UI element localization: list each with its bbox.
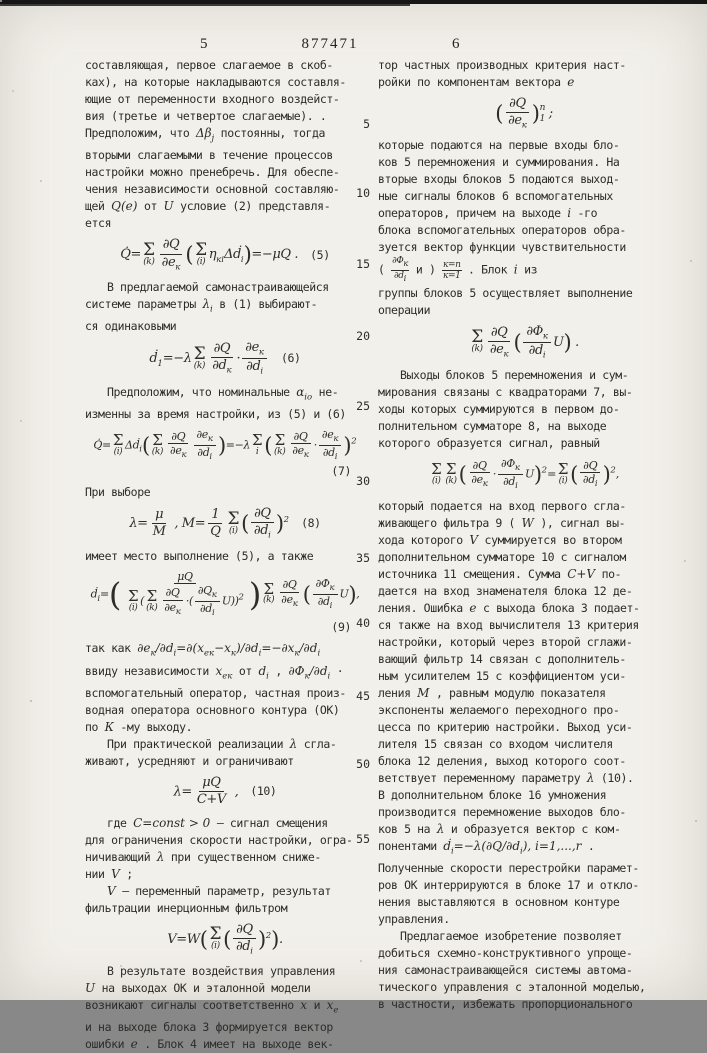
text-line: ным усилителем 15 с коэффициентом уси- (378, 668, 626, 683)
text-line: чения независимости основной составляю- (85, 182, 340, 197)
text-line: дополнительном сумматоре 10 с сигналом (378, 549, 626, 564)
text-line: Предлагаемое изобретение позволяет (400, 929, 622, 944)
text-line: нения выставляются в основном контуре (378, 895, 620, 910)
gutter-line-number: 20 (356, 329, 370, 343)
text-line: ходы которых суммируются в первом до- (378, 402, 620, 417)
text-line: ничивающий λ при существенном сниже- (85, 849, 321, 864)
text-line: ветствует переменному параметру λ (10). (378, 770, 634, 785)
gutter-line-number: 35 (356, 551, 370, 565)
text-line: В предлагаемой самонастраивающейся (107, 279, 329, 294)
text-line: системе параметры $\lambda_i$ в (1) выбирают- (85, 296, 318, 315)
text-line: ся одинаковыми (85, 319, 177, 334)
gutter-line-number: 15 (356, 257, 370, 271)
gutter-line-number: 5 (363, 117, 370, 131)
text-line: которого образуется сигнал, равный (378, 436, 600, 451)
text-line: так как $\partial e_к/\partial d_i=\partial(x_{eк}-x_к)/\partial d_i=-\partial x_к/\partial d_i$ (85, 641, 321, 659)
gutter-line-number: 50 (356, 757, 370, 771)
patent-number: 877471 (301, 36, 359, 52)
text-line: ( $\partial\Phi_к$ $\partial d_i$ и ) к=n к=1 . Блок i из (378, 256, 538, 284)
text-line: блока вспомогательных операторов обра- (378, 223, 626, 238)
formula-eq9: ḋ$_i$=( μQ Σ (i) ( Σ (k) ∂Q $\partial e_к$ ·( $\partial Q_к$ $\partial d_i$ U))$^2$ ) Σ (k) ∂Q $\partial e_к$ ( $\partial\Phi_к$ $\partial d_i$ U), (9) (90, 569, 360, 634)
formula-eqR2: Σ (k) ∂Q $\partial e_к$ ( $\partial\Phi_к$ $\partial d_i$ U) . (471, 323, 579, 361)
text-line: U на выходах ОК и эталонной модели (85, 981, 311, 996)
text-line: для ограничения скорости настройки, огра- (85, 832, 353, 847)
text-line: экспоненты желаемого переходного про- (378, 702, 620, 717)
formula-eqV: V=W( Σ (i) ( $\frac{\partial Q}{\partial d_i}$ )$^2$). (167, 921, 283, 957)
formula-eqR1: ( ∂Q $\partial e_к$ ) n 1 ; (495, 96, 553, 131)
text-line: изменны за время настройки, из (5) и (6) (85, 407, 346, 422)
text-line: операторов, причем на выходе i -го (378, 206, 598, 221)
text-line: вающий фильтр 14 связан с дополнитель- (378, 651, 626, 666)
scan-edge-line-secondary (0, 4, 410, 6)
text-line: понентами $ḋ_i=-\lambda(\partial Q/\partial d_i)$, i=1,...,r . (378, 838, 595, 857)
gutter-line-number: 10 (356, 186, 370, 200)
text-line: операции (378, 302, 431, 317)
text-line: управления. (378, 912, 450, 927)
text-line: источника 11 смещения. Сумма C+V по- (378, 566, 622, 581)
text-line: ся также на вход вычислителя 13 критерия (378, 617, 639, 632)
formula-eq6: ḋ$_1$=−λ Σ (k) ∂Q $\partial d_к$ · $\partial e_к$ $\partial d_i$ (6) (149, 340, 301, 378)
text-line: по К -му выходу. (85, 720, 193, 735)
text-line: тического управления с эталонной моделью, (378, 980, 646, 995)
text-line: ющие от переменности входного воздейст- (85, 92, 340, 106)
column-6-text (378, 57, 670, 1013)
gutter-line-number: 45 (356, 689, 370, 703)
text-line: полнительном сумматоре 8, на выходе (378, 419, 607, 434)
text-line: ошибки e . Блок 4 имеет на выходе век- (85, 1037, 334, 1052)
text-line: ков 5 перемножения и суммирования. На (378, 155, 620, 170)
text-line: нии V ; (85, 866, 133, 881)
text-line: возникают сигналы соответственно x и $x_e$ (85, 998, 339, 1016)
text-line: дается на вход знаменателя блока 12 де- (378, 583, 633, 598)
text-line: фильтрации инерционным фильтром (85, 900, 288, 915)
text-line: При выборе (85, 485, 151, 500)
text-line: ления. Ошибка e с выхода блока 3 подает- (378, 600, 640, 615)
text-line: и на выходе блока 3 формируется вектор (85, 1020, 333, 1035)
text-line: ные сигналы блоков 6 вспомогательных (378, 189, 613, 204)
text-line: тор частных производных критерия наст- (378, 58, 626, 72)
text-line: цесса по критерию настройки. Выход уси- (378, 719, 633, 734)
text-line: который подается на вход первого сгла- (378, 498, 626, 513)
column-number-left: 5 (200, 36, 208, 52)
text-line: Предположим, что $\Delta\beta_j$ постоянны, тогда (85, 126, 326, 144)
text-line: настройки можно пренебречь. Для обеспе- (85, 165, 340, 180)
formula-eqR3: Σ (i) Σ (k) ( ∂Q $\partial e_к$ · $\partial\Phi_к$ $\partial d_i$ U)$^2$= Σ (i) ( $\frac{\partial Q}{\partial d_i}$ )$^2$, (431, 457, 619, 492)
text-line: щей Q(e) от U условие (2) представля- (85, 199, 331, 214)
gutter-line-number: 55 (356, 832, 370, 846)
text-line: блока 12 деления, выход которого соот- (378, 753, 626, 768)
scan-noise-speckles (0, 0, 2, 2)
text-line: которые подаются на первые входы бло- (378, 138, 620, 153)
text-line: в частности, избежать пропорционального (378, 997, 633, 1012)
column-5-text (85, 57, 365, 1053)
text-line: вия (третье и четвертое слагаемые). . (85, 109, 327, 123)
text-line: лителя 15 связан со входом числителя (378, 736, 613, 751)
text-line: ках), на которые накладываются составля- (85, 75, 346, 89)
gutter-line-number: 25 (356, 399, 370, 413)
text-line: добиться схемно-конструктивного упроще- (378, 946, 633, 961)
text-line: живают, усредняют и ограничивают (85, 754, 294, 769)
text-line: имеет место выполнение (5), а также (85, 548, 314, 563)
text-line: составляющая, первое слагаемое в скоб- (85, 58, 333, 72)
text-line: Предположим, что номинальные $\alpha_{io}$ не- (107, 384, 339, 403)
text-line: ется (85, 216, 112, 231)
text-line: ления М , равным модулю показателя (378, 685, 606, 700)
text-line: ков 5 на λ и образуется вектор с ком- (378, 821, 621, 836)
text-line: V — переменный параметр, результат (107, 883, 331, 898)
text-line: При практической реализации λ сгла- (107, 737, 337, 752)
text-line: мирования связаны с квадраторами 7, вы- (378, 385, 633, 400)
text-line: ройки по компонентам вектора e (378, 75, 575, 89)
text-line: вспомогательный оператор, частная произ- (85, 686, 346, 701)
text-line: ров ОК интеррируются в блоке 17 и откло- (378, 878, 639, 893)
formula-eq5: Q̇= Σ (k) ∂Q $\partial e_к$ ( Σ (i) $\eta_{кi}\Delta ḋ_i)=-\mu Q$ . (5) (120, 237, 330, 273)
text-line: В результате воздействия управления (107, 964, 336, 979)
formula-eq10: λ= $\frac{\mu Q}{C+V}$ , (10) (173, 775, 277, 808)
text-line: вторыми слагаемыми в течение процессов (85, 148, 333, 163)
text-line: группы блоков 5 осуществляет выполнение (378, 285, 633, 300)
text-line: зуется вектор функции чувствительности (378, 240, 626, 255)
gutter-line-number: 30 (356, 474, 370, 488)
text-line: хода которого V суммируется во втором (378, 532, 622, 547)
text-line: живающего фильтра 9 ( W ), сигнал вы- (378, 515, 626, 530)
formula-eq7: Q̇= Σ (i) Δḋ$_i$( Σ (k) ∂Q $\partial e_к$ $\partial e_к$ $\partial d_i$ )=−λ Σ i ( Σ (k) ∂Q $\partial e_к$ · $\partial e_к$ $\partial d_i$ )$^2$ (7) (93, 428, 357, 478)
text-line: вторые входы блоков 5 подаются выход- (378, 172, 620, 187)
text-line: В дополнительном блоке 16 умножения (378, 787, 607, 802)
gutter-line-number: 40 (356, 616, 370, 630)
text-line: настройки, который через второй сглажи- (378, 634, 633, 649)
text-line: Выходы блоков 5 перемножения и сум- (400, 368, 629, 383)
text-line: где C=const > 0 — сигнал смещения (107, 815, 328, 830)
text-line: Полученные скорости перестройки парамет- (378, 861, 639, 876)
column-number-right: 6 (452, 36, 460, 52)
text-line: ния самонастраивающейся системы автома- (378, 963, 633, 978)
text-line: производится перемножение выходов бло- (378, 804, 626, 819)
text-line: ввиду независимости $x_{eк}$ от $d_i$ , $\partial\Phi_к/\partial d_i$ · (85, 663, 344, 682)
text-line: водная оператора основного контура (ОК) (85, 703, 340, 718)
formula-eq8: λ= $\frac{\mu}{M}$ , M= $\frac{1}{Q}$ Σ (i) ( $\frac{\partial Q}{\partial d_i}$ )$^2$ (8) (129, 506, 321, 541)
